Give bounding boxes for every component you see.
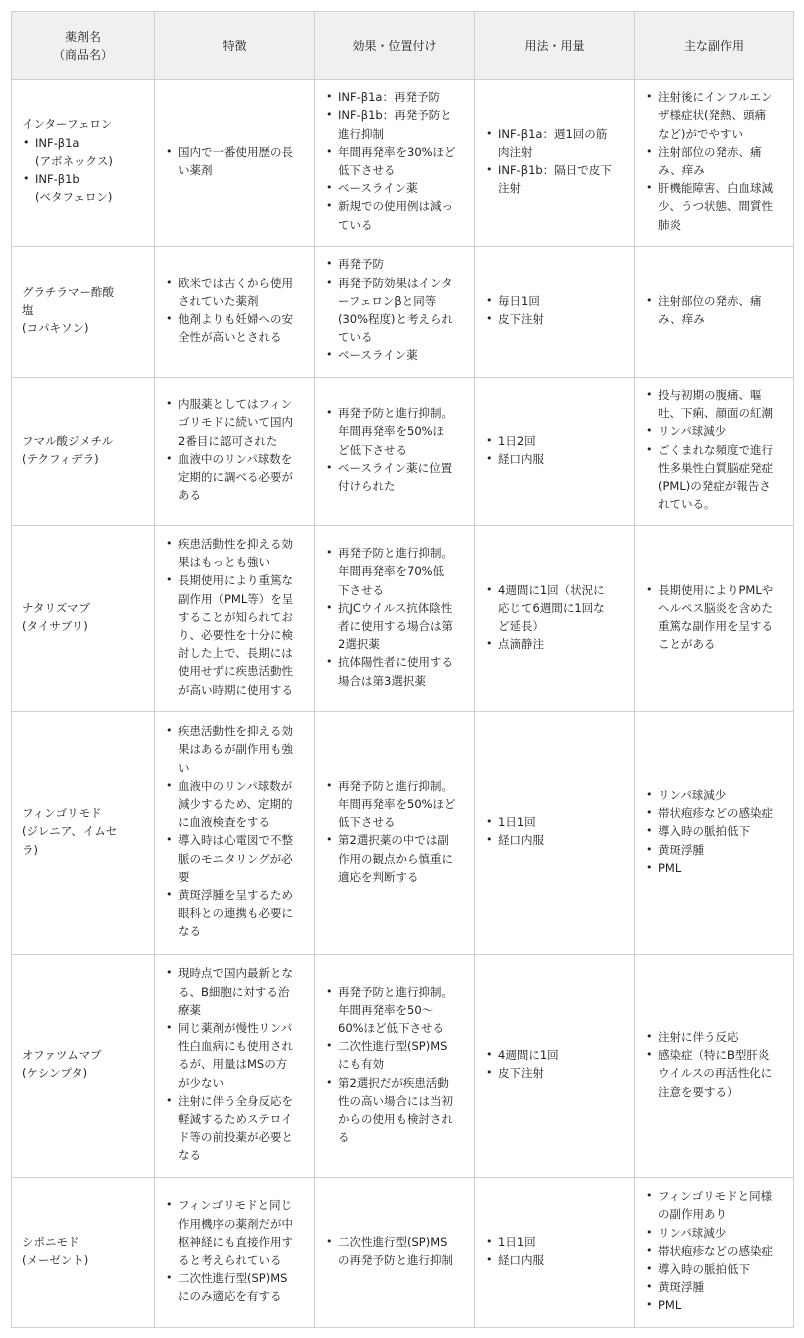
dosage-cell — [475, 378, 635, 526]
table-row — [12, 712, 794, 955]
drug-name-cell — [12, 378, 155, 526]
list-item: • 血液中のリンパ球数を 定期的に調べる必要が ある — [178, 450, 304, 505]
list-item: • 再発予防と進行抑制。 年間再発率を70%低 下させる — [338, 544, 464, 599]
features-list — [165, 964, 304, 1164]
list-item: • 1日1回 — [498, 1233, 624, 1251]
features-list — [165, 1196, 304, 1305]
drug-name-cell — [12, 247, 155, 378]
list-item: • 同じ薬剤が慢性リンパ 性白血病にも使用され るが、用量はMSの方 が少ない — [178, 1019, 304, 1092]
list-item: • ベースライン薬 — [338, 179, 464, 197]
side-effects-list — [645, 1187, 783, 1314]
effects-cell — [315, 712, 475, 955]
drug-name-text: シポニモド — [22, 1234, 80, 1249]
list-item: • 他剤よりも妊婦への安 全性が高いとされる — [178, 310, 304, 346]
dosage-cell — [475, 712, 635, 955]
list-item: • 帯状疱疹などの感染症 — [658, 804, 783, 822]
list-item: • ベースライン薬 — [338, 346, 464, 364]
table-row — [12, 378, 794, 526]
drug-name-text: (ケシンプタ) — [22, 1066, 88, 1081]
list-item: • フィンゴリモドと同様 の副作用あり — [658, 1187, 783, 1223]
drug-variant-list — [22, 134, 144, 207]
list-item: • 4週間に1回 — [498, 1046, 624, 1064]
list-item: • 長期使用により重篤な 副作用（PML等）を呈 することが知られてお り、必要性を十分に検 討した上で、長期には 使用せずに疾患活動性 が高い時期に使用する — [178, 571, 304, 698]
list-item: • 疾患活動性を抑える効 果はあるが副作用も強 い — [178, 722, 304, 777]
list-item: • 帯状疱疹などの感染症 — [658, 1242, 783, 1260]
drug-name-text: フマル酸ジメチル — [22, 433, 114, 448]
effects-cell — [315, 247, 475, 378]
list-item: • 二次性進行型(SP)MS にも有効 — [338, 1037, 464, 1073]
header-label: 薬剤名 （商品名） — [52, 29, 113, 62]
list-item: • 疾患活動性を抑える効 果はもっとも強い — [178, 535, 304, 571]
effects-list — [325, 88, 464, 234]
features-cell — [155, 1178, 315, 1328]
features-list — [165, 535, 304, 699]
list-item: • 二次性進行型(SP)MS にのみ適応を有する — [178, 1269, 304, 1305]
list-item: • INF-β1a (アボネックス) — [35, 134, 144, 170]
effects-list — [325, 777, 464, 886]
list-item: • INF-β1b：隔日で皮下 注射 — [498, 161, 624, 197]
features-cell — [155, 80, 315, 247]
list-item: • ベースライン薬に位置 付けられた — [338, 459, 464, 495]
effects-cell — [315, 80, 475, 247]
dosage-list — [485, 581, 624, 654]
side-effects-cell — [635, 955, 794, 1178]
list-item: • 4週間に1回（状況に 応じて6週間に1回な ど延長） — [498, 581, 624, 636]
drug-name-text: フィンゴリモド — [22, 806, 102, 821]
dosage-list — [485, 125, 624, 198]
list-item: • 経口内服 — [498, 831, 624, 849]
list-item: • 皮下注射 — [498, 1064, 624, 1082]
header-side-effects — [635, 12, 794, 80]
list-item: • フィンゴリモドと同じ 作用機序の薬剤だが中 枢神経にも直接作用す ると考えられている — [178, 1196, 304, 1269]
list-item: • 注射に伴う反応 — [658, 1028, 783, 1046]
side-effects-cell — [635, 1178, 794, 1328]
list-item: • 注射後にインフルエン ザ様症状(発熱、頭痛 など)がでやすい — [658, 88, 783, 143]
header-label: 特徴 — [222, 38, 247, 53]
side-effects-list — [645, 581, 783, 654]
effects-cell — [315, 378, 475, 526]
drug-table-container — [11, 11, 793, 1328]
list-item: • 再発予防と進行抑制。 年間再発率を50～ 60%ほど低下させる — [338, 983, 464, 1038]
list-item: • 感染症（特にB型肝炎 ウイルスの再活性化に 注意を要する） — [658, 1046, 783, 1101]
dosage-list — [485, 813, 624, 849]
list-item: • 注射部位の発赤、痛 み、痒み — [658, 292, 783, 328]
list-item: • 黄斑浮腫 — [658, 1278, 783, 1296]
side-effects-cell — [635, 526, 794, 712]
list-item: • 導入時の脈拍低下 — [658, 1260, 783, 1278]
list-item: • 導入時は心電図で不整 脈のモニタリングが必 要 — [178, 831, 304, 886]
drug-name-cell — [12, 526, 155, 712]
list-item: • 血液中のリンパ球数が 減少するため、定期的 に血液検査をする — [178, 777, 304, 832]
list-item: • リンパ球減少 — [658, 422, 783, 440]
header-label: 効果・位置付け — [352, 38, 437, 53]
drug-name-text: オファツムマブ — [22, 1048, 102, 1063]
list-item: • 肝機能障害、白血球減 少、うつ状態、間質性 肺炎 — [658, 179, 783, 234]
list-item: • 第2選択だが疾患活動 性の高い場合には当初 からの使用も検討され る — [338, 1074, 464, 1147]
list-item: • INF-β1a：再発予防 — [338, 88, 464, 106]
list-item: • 皮下注射 — [498, 310, 624, 328]
side-effects-list — [645, 786, 783, 877]
side-effects-cell — [635, 80, 794, 247]
header-row — [12, 12, 794, 80]
features-cell — [155, 955, 315, 1178]
drug-name-text: (タイサブリ) — [22, 618, 88, 633]
dosage-cell — [475, 1178, 635, 1328]
dosage-cell — [475, 955, 635, 1178]
drug-name-text: (メーゼント) — [22, 1252, 89, 1267]
list-item: • 年間再発率を30%ほど 低下させる — [338, 143, 464, 179]
effects-list — [325, 544, 464, 690]
features-list — [165, 395, 304, 504]
effects-list — [325, 983, 464, 1147]
list-item: • 再発予防 — [338, 255, 464, 273]
effects-cell — [315, 1178, 475, 1328]
table-row — [12, 526, 794, 712]
list-item: • 抗JCウイルス抗体陰性 者に使用する場合は第 2選択薬 — [338, 599, 464, 654]
features-cell — [155, 247, 315, 378]
header-drug-name — [12, 12, 155, 80]
effects-cell — [315, 526, 475, 712]
list-item: • 注射に伴う全身反応を 軽減するためステロイ ド等の前投薬が必要と なる — [178, 1092, 304, 1165]
side-effects-list — [645, 386, 783, 513]
effects-list — [325, 1233, 464, 1269]
list-item: • 経口内服 — [498, 450, 624, 468]
drug-name-cell — [12, 712, 155, 955]
features-list — [165, 722, 304, 940]
dosage-list — [485, 1046, 624, 1082]
dosage-list — [485, 292, 624, 328]
effects-cell — [315, 955, 475, 1178]
dosage-list — [485, 432, 624, 468]
features-list — [165, 274, 304, 347]
table-row — [12, 1178, 794, 1328]
header-dosage — [475, 12, 635, 80]
list-item: • 長期使用によりPMLや ヘルペス脳炎を含めた 重篤な副作用を呈する ことがある — [658, 581, 783, 654]
dosage-cell — [475, 526, 635, 712]
side-effects-list — [645, 292, 783, 328]
list-item: • 投与初期の腹痛、嘔 吐、下痢、顔面の紅潮 — [658, 386, 783, 422]
table-row — [12, 247, 794, 378]
list-item: • PML — [658, 1296, 783, 1314]
dosage-list — [485, 1233, 624, 1269]
list-item: • 毎日1回 — [498, 292, 624, 310]
list-item: • 欧米では古くから使用 されていた薬剤 — [178, 274, 304, 310]
list-item: • 内服薬としてはフィン ゴリモドに続いて国内 2番目に認可された — [178, 395, 304, 450]
side-effects-cell — [635, 378, 794, 526]
list-item: • 再発予防と進行抑制。 年間再発率を50%ほ ど低下させる — [338, 404, 464, 459]
list-item: • ごくまれな頻度で進行 性多巣性白質脳症発症 (PML)の発症が報告さ れている。 — [658, 441, 783, 514]
list-item: • 1日2回 — [498, 432, 624, 450]
drug-name-cell — [12, 955, 155, 1178]
list-item: • 経口内服 — [498, 1251, 624, 1269]
list-item: • リンパ球減少 — [658, 1224, 783, 1242]
list-item: • 黄斑浮腫 — [658, 841, 783, 859]
features-cell — [155, 526, 315, 712]
side-effects-list — [645, 88, 783, 234]
list-item: • 現時点で国内最新とな る、B細胞に対する治 療薬 — [178, 964, 304, 1019]
list-item: • 再発予防と進行抑制。 年間再発率を50%ほど 低下させる — [338, 777, 464, 832]
list-item: • 新規での使用例は減っ ている — [338, 197, 464, 233]
list-item: • PML — [658, 859, 783, 877]
side-effects-list — [645, 1028, 783, 1101]
side-effects-cell — [635, 247, 794, 378]
drug-name-text: (コパキソン) — [22, 321, 89, 336]
effects-list — [325, 255, 464, 364]
list-item: • 第2選択薬の中では副 作用の観点から慎重に 適応を判断する — [338, 831, 464, 886]
header-effects — [315, 12, 475, 80]
header-features — [155, 12, 315, 80]
features-list — [165, 143, 304, 179]
drug-name-cell — [12, 80, 155, 247]
list-item: • 注射部位の発赤、痛 み、痒み — [658, 143, 783, 179]
side-effects-cell — [635, 712, 794, 955]
list-item: • 黄斑浮腫を呈するため 眼科との連携も必要に なる — [178, 886, 304, 941]
dosage-cell — [475, 80, 635, 247]
drug-name-text: (テクフィデラ) — [22, 451, 99, 466]
table-row — [12, 955, 794, 1178]
drug-name-text: グラチラマー酢酸 塩 — [22, 284, 114, 317]
list-item: • INF-β1b：再発予防と 進行抑制 — [338, 106, 464, 142]
dosage-cell — [475, 247, 635, 378]
list-item: • リンパ球減少 — [658, 786, 783, 804]
list-item: • INF-β1a：週1回の筋 肉注射 — [498, 125, 624, 161]
list-item: • 点滴静注 — [498, 635, 624, 653]
header-label: 用法・用量 — [524, 38, 585, 53]
list-item: • 1日1回 — [498, 813, 624, 831]
list-item: • 二次性進行型(SP)MS の再発予防と進行抑制 — [338, 1233, 464, 1269]
header-label: 主な副作用 — [683, 38, 744, 53]
features-cell — [155, 378, 315, 526]
list-item: • 導入時の脈拍低下 — [658, 822, 783, 840]
list-item: • INF-β1b (ベタフェロン) — [35, 170, 144, 206]
features-cell — [155, 712, 315, 955]
list-item: • 抗体陽性者に使用する 場合は第3選択薬 — [338, 653, 464, 689]
table-row — [12, 80, 794, 247]
list-item: • 再発予防効果はインタ ーフェロンβと同等 (30%程度)と考えられ ている — [338, 274, 464, 347]
drug-name-text: (ジレニア、イムセ ラ) — [22, 824, 118, 857]
drug-name-text: ナタリズマブ — [22, 600, 90, 615]
drug-name-text: インターフェロン — [22, 117, 113, 132]
effects-list — [325, 404, 464, 495]
drug-name-cell — [12, 1178, 155, 1328]
drug-comparison-table — [11, 11, 794, 1328]
list-item: • 国内で一番使用歴の長 い薬剤 — [178, 143, 304, 179]
